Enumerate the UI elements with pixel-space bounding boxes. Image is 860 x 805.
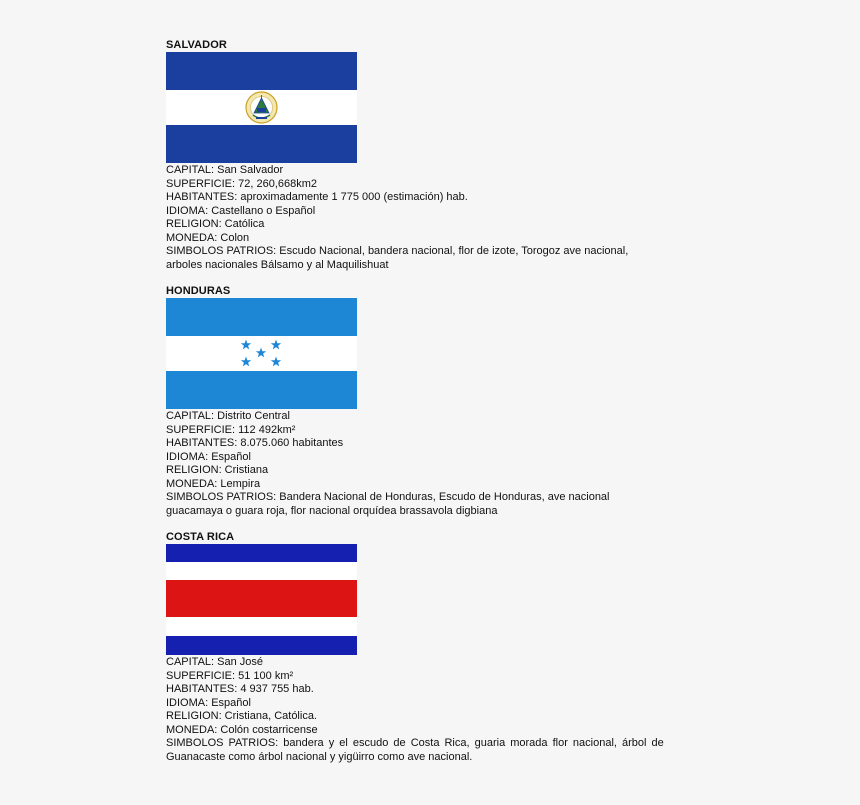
five-stars-icon: [238, 338, 286, 370]
religion-text: RELIGION: Cristiana, Católica.: [166, 710, 317, 722]
simbolos-text-line1: SIMBOLOS PATRIOS: Escudo Nacional, bandera nacional, flor de izote, Torogoz ave nacional,: [166, 245, 629, 257]
religion-text: RELIGION: Cristiana: [166, 464, 269, 476]
flag-band-bottom: [166, 371, 357, 409]
moneda-text: MONEDA: Colón costarricense: [166, 723, 318, 736]
flag-band-top: [166, 52, 357, 90]
idioma-text: IDIOMA: Español: [166, 450, 251, 463]
coat-of-arms-icon: [245, 91, 278, 124]
flag-band-red: [166, 580, 357, 617]
flag-band-bottom: [166, 125, 357, 163]
country-title: SALVADOR: [166, 39, 227, 51]
superficie-text: SUPERFICIE: 51 100 km²: [166, 669, 294, 682]
simbolos-text-line1: SIMBOLOS PATRIOS: Bandera Nacional de Honduras, Escudo de Honduras, ave nacional: [166, 491, 610, 503]
flag-band-blue-bottom: [166, 636, 357, 655]
flag-honduras: [166, 298, 357, 409]
habitantes-text: HABITANTES: 4 937 755 hab.: [166, 683, 314, 695]
moneda-text: MONEDA: Lempira: [166, 477, 261, 490]
superficie-text: SUPERFICIE: 72, 260,668km2: [166, 177, 318, 190]
country-title: COSTA RICA: [166, 531, 235, 543]
capital-text: CAPITAL: San Salvador: [166, 164, 284, 176]
flag-band-blue-top: [166, 544, 357, 562]
capital-text: CAPITAL: San José: [166, 656, 264, 668]
simbolos-text-line1: SIMBOLOS PATRIOS: bandera y el escudo de Costa Rica, guaria morada flor nacional, árbol de: [166, 737, 664, 749]
idioma-text: IDIOMA: Español: [166, 696, 251, 709]
country-section-honduras: [166, 284, 706, 518]
flag-salvador: [166, 52, 357, 163]
simbolos-text-line2: arboles nacionales Bálsamo y al Maquilishuat: [166, 258, 389, 271]
simbolos-text-line2: guacamaya o guara roja, flor nacional orquídea brassavola digbiana: [166, 504, 498, 517]
habitantes-text: HABITANTES: aproximadamente 1 775 000 (estimación) hab.: [166, 191, 468, 203]
simbolos-text-line2: Guanacaste como árbol nacional y yigüirro como ave nacional.: [166, 750, 473, 763]
country-section-salvador: [166, 38, 706, 272]
flag-costa-rica: [166, 544, 357, 655]
idioma-text: IDIOMA: Castellano o Español: [166, 204, 316, 217]
country-section-costa-rica: [166, 530, 706, 764]
flag-band-top: [166, 298, 357, 336]
moneda-text: MONEDA: Colon: [166, 231, 250, 244]
superficie-text: SUPERFICIE: 112 492km²: [166, 423, 296, 436]
flag-band-white-bottom: [166, 617, 357, 636]
capital-text: CAPITAL: Distrito Central: [166, 410, 290, 422]
flag-band-white-top: [166, 562, 357, 580]
religion-text: RELIGION: Católica: [166, 218, 265, 230]
country-title: HONDURAS: [166, 285, 231, 297]
habitantes-text: HABITANTES: 8.075.060 habitantes: [166, 437, 344, 449]
